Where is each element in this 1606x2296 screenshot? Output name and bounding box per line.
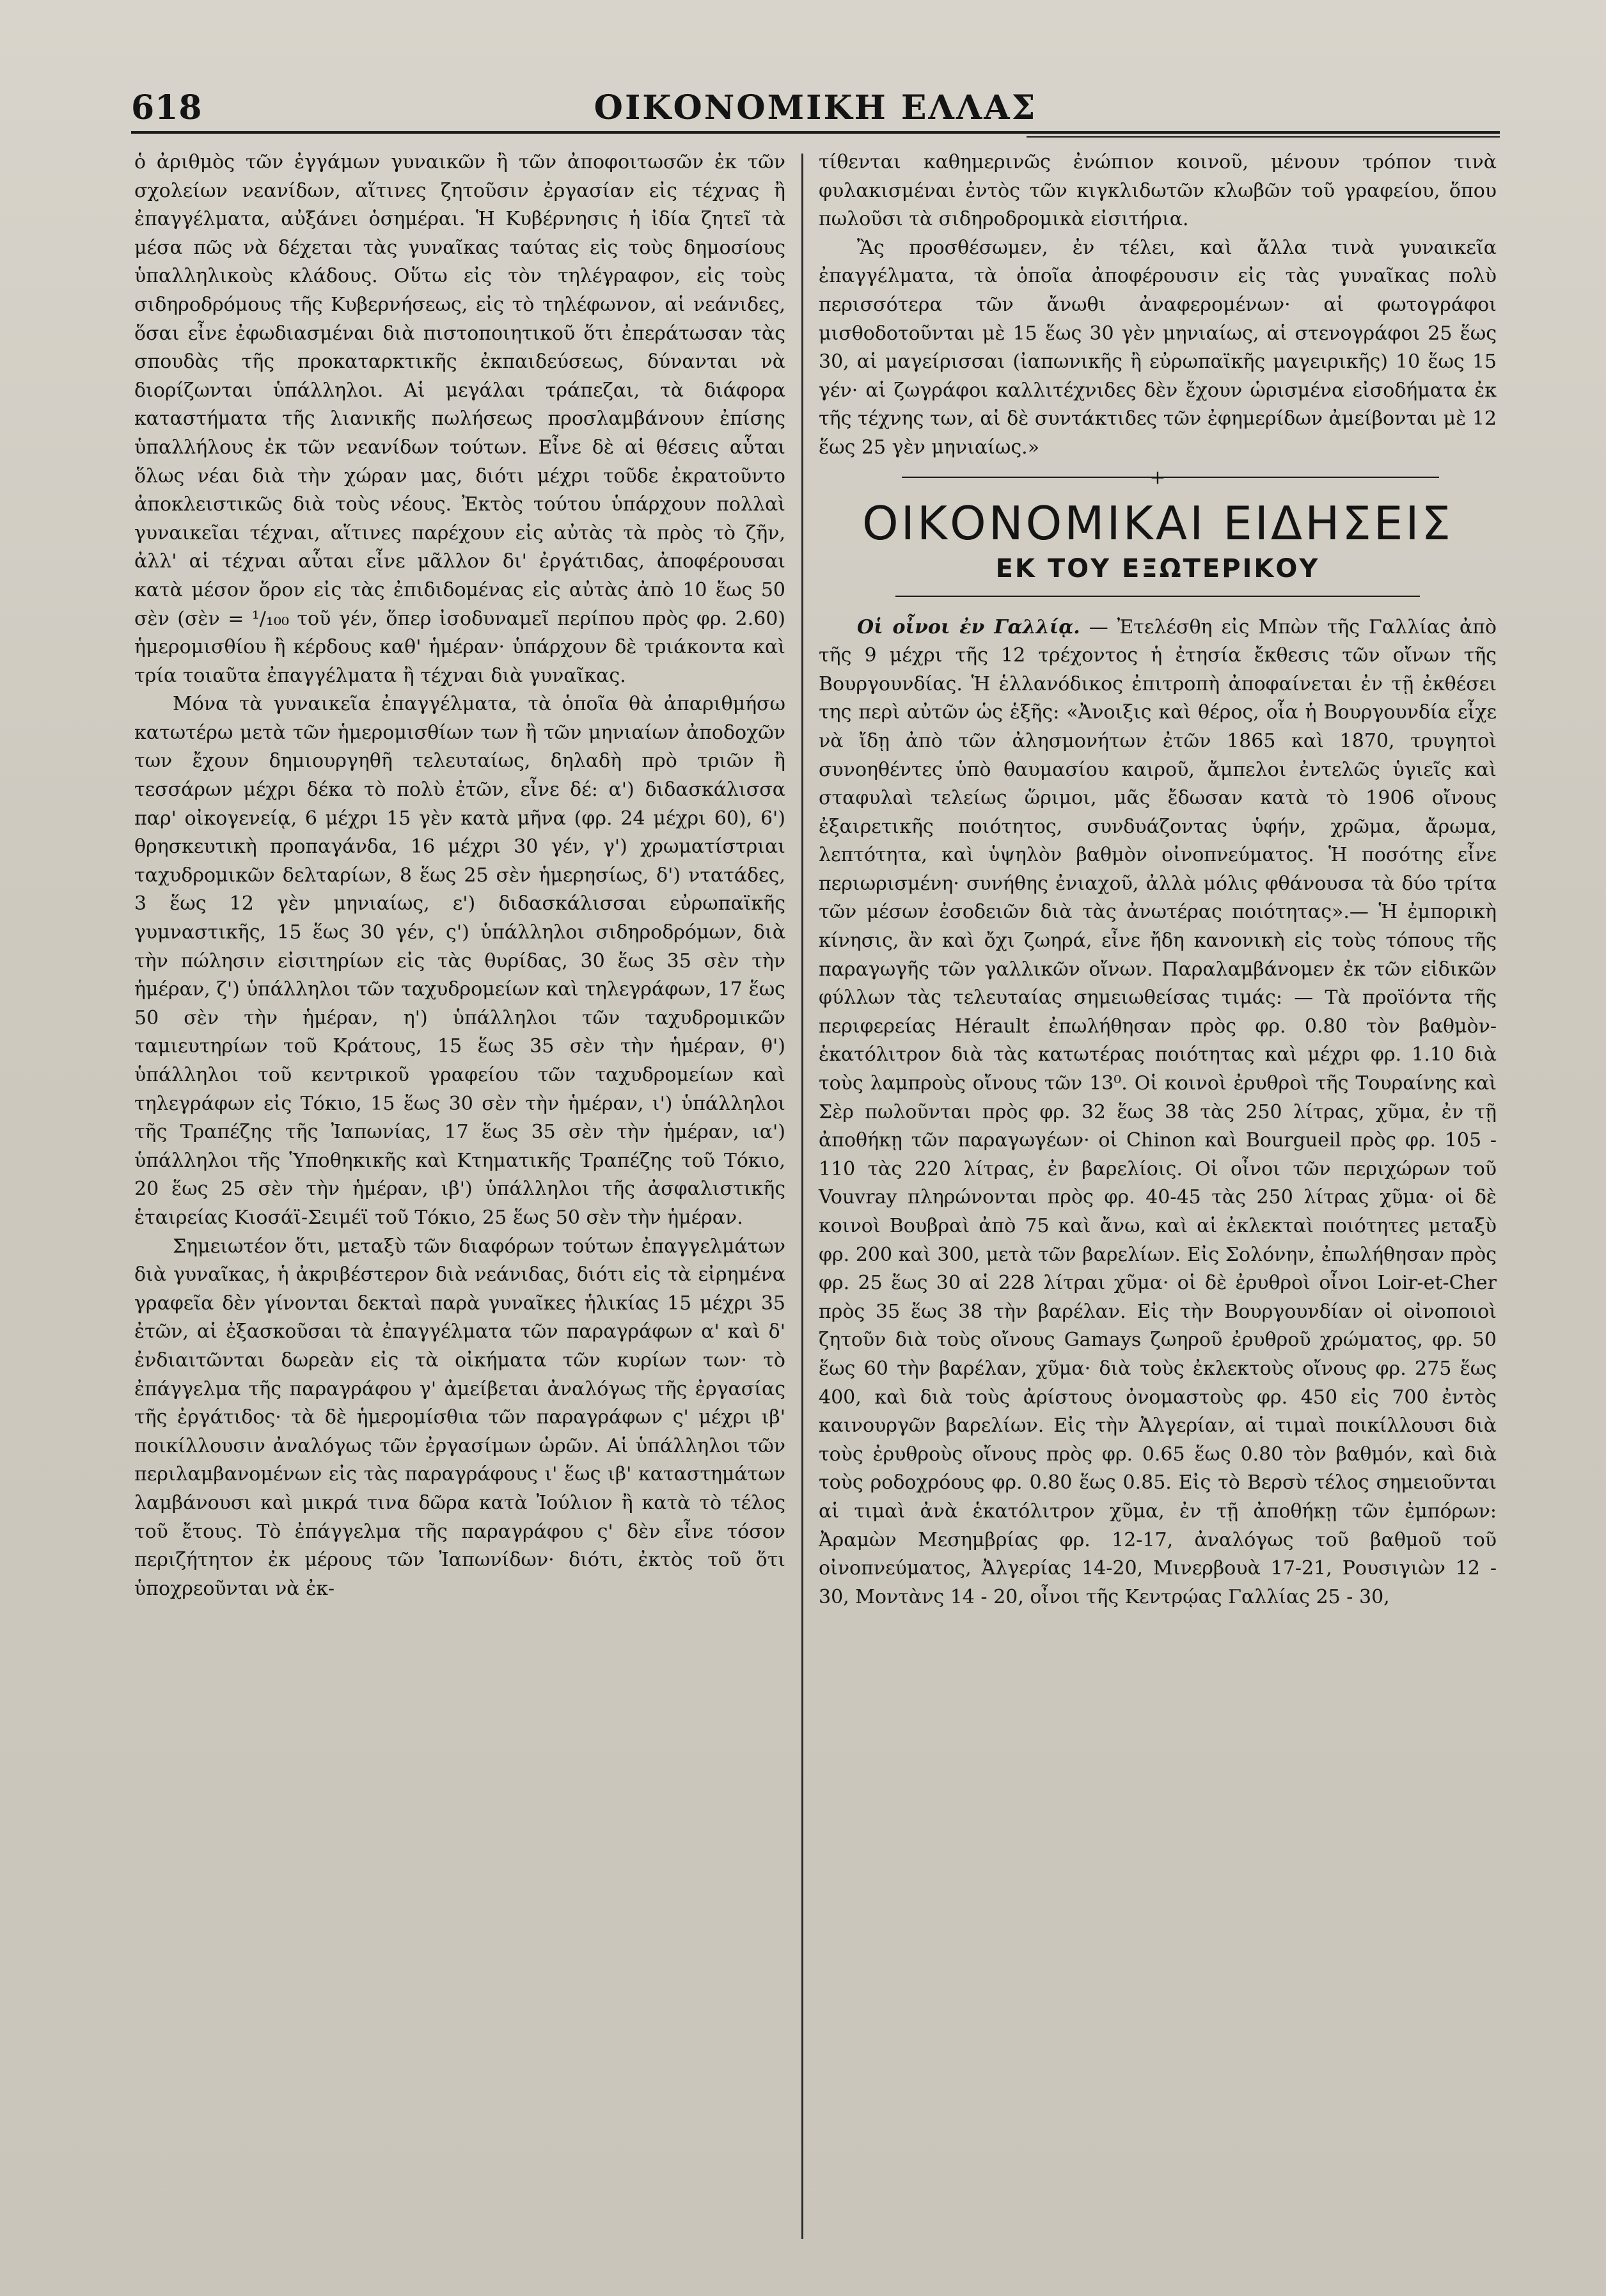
article-text: — Ἐτελέσθη εἰς Μπὼν τῆς Γαλλίας ἀπὸ τῆς 9 μέχρι τῆς 12 τρέχοντος ἡ ἐτησία ἔκθεσις τῶν οἴνων τῆς Βουργουνδίας. Ἡ ἑλλανόδικος ἐπιτροπὴ ἀποφαίνεται ἐν τῇ ἐκθέσει της περὶ αὐτῶν ὡς ἑξῆς: «Ἀνοιξις καὶ θέρος, οἷα ἡ Βουργουνδία εἶχε νὰ ἴδῃ ἀπὸ τῶν ἀλησμονήτων ἐτῶν 1865 καὶ 1870, τρυγητοὶ συνοηθέντες ὑπὸ θαυμασίου καιροῦ, ἄμπελοι ἐντελῶς ὑγιεῖς καὶ σταφυλαὶ τελείως ὥριμοι, μᾶς ἔδωσαν κατὰ τὸ 1906 οἴνους ἐξαιρετικῆς ποιότητος, συνδυάζοντας ὑφήν, χρῶμα, ἄρωμα, λεπτότητα, καὶ ὑψηλὸν βαθμὸν οἰνοπνεύματος. Ἡ ποσότης εἶνε περιωρισμένη· συνήθης ἐνιαχοῦ, ἀλλὰ μόλις φθάνουσα τὰ δύο τρίτα τῶν μέσων ἐσοδειῶν διὰ τὰς ἀνωτέρας ποιότητας».— Ἡ ἐμπορικὴ κίνησις, ἂν καὶ ὄχι ζωηρά, εἶνε ἤδη κανονικὴ εἰς τοὺς τόπους τῆς παραγωγῆς τῶν γαλλικῶν οἴνων. Παραλαμβάνομεν ἐκ τῶν εἰδικῶν φύλλων τὰς τελευταίας σημειωθείσας τιμάς: — Τὰ προϊόντα τῆς περιφερείας Hérault ἐπωλήθησαν πρὸς φρ. 0.80 τὸν βαθμὸν-ἑκατόλιτρον διὰ τὰς κατωτέρας ποιότητας καὶ μέχρι φρ. 1.10 διὰ τοὺς λαμπροὺς οἴνους τῶν 13⁰. Οἱ κοινοὶ ἐρυθροὶ τῆς Τουραίνης καὶ Σὲρ πωλοῦνται πρὸς φρ. 32 ἕως 38 τὰς 250 λίτρας, χῦμα, ἐν τῇ ἀποθήκῃ τῶν παραγωγέων· οἱ Chinon καὶ Bourgueil πρὸς φρ. 105 - 110 τὰς 220 λίτρας, ἐν βαρελίοις. Οἱ οἶνοι τῶν περιχώρων τοῦ Vouvray πληρώνονται πρὸς φρ. 40-45 τὰς 250 λίτρας χῦμα· οἱ δὲ κοινοὶ Βουβραὶ ἀπὸ 75 καὶ ἄνω, καὶ αἱ ἐκλεκταὶ ποιότητες μεταξὺ φρ. 200 καὶ 300, μετὰ τῶν βαρελίων. Εἰς Σολόνην, ἐπωλήθησαν πρὸς φρ. 25 ἕως 30 αἱ 228 λίτραι χῦμα· οἱ δὲ ἐρυθροὶ οἶνοι Loir-et-Cher πρὸς 35 ἕως 38 τὴν βαρέλαν. Εἰς τὴν Βουργουνδίαν οἱ οἰνοποιοὶ ζητοῦν διὰ τοὺς οἴνους Gamays ζωηροῦ ἐρυθροῦ χρώματος, φρ. 50 ἕως 60 τὴν βαρέλαν, χῦμα· διὰ τοὺς ἐκλεκτοὺς οἴνους φρ. 275 ἕως 400, καὶ διὰ τοὺς ἀρίστους ὀνομαστοὺς φρ. 450 εἰς 700 ἐντὸς καινουργῶν βαρελίων. Εἰς τὴν Ἀλγερίαν, αἱ τιμαὶ ποικίλλουσι διὰ τοὺς ἐρυθροὺς οἴνους πρὸς φρ. 0.65 ἕως 0.80 τὸν βαθμόν, καὶ διὰ τοὺς ροδοχρόους φρ. 0.80 ἕως 0.85. Εἰς τὸ Βερσὺ τέλος σημειοῦνται αἱ τιμαὶ ἀνὰ ἑκατόλιτρον χῦμα, ἐν τῇ ἀποθήκῃ τῶν ἐμπόρων: Ἀραμὼν Μεσημβρίας φρ. 12-17, ἀναλόγως τοῦ βαθμοῦ τοῦ οἰνοπνεύματος, Ἀλγερίας 14-20, Μινερβουὰ 17-21, Ρουσιγιὼν 12 - 30, Μοντὰνς 14 - 20, οἶνοι τῆς Κεντρῴας Γαλλίας 25 - 30, bbox=[819, 615, 1497, 1608]
right-paragraph-2: Ἂς προσθέσωμεν, ἐν τέλει, καὶ ἄλλα τινὰ γυναικεῖα ἐπαγγέλματα, τὰ ὁποῖα ἀποφέρουσιν εἰς τὰς γυναῖκας πολὺ περισσότερα τῶν ἄνωθι ἀναφερομένων· αἱ φωτογράφοι μισθοδοτοῦνται μὲ 15 ἕως 30 γὲν μηνιαίως, αἱ στενογράφοι 25 ἕως 30, αἱ μαγείρισσαι (ἰαπωνικῆς ἢ εὐρωπαϊκῆς μαγειρικῆς) 10 ἕως 15 γέν· αἱ ζωγράφοι καλλιτέχνιδες δὲν ἔχουν ὡρισμένα εἰσοδήματα ἐκ τῆς τέχνης των, αἱ δὲ συντάκτιδες τῶν ἐφημερίδων ἀμείβονται μὲ 12 ἕως 25 γὲν μηνιαίως.» bbox=[819, 236, 1497, 459]
header-rule-secondary bbox=[1027, 136, 1500, 138]
running-title: ΟΙΚΟΝΟΜΙΚΗ ΕΛΛΑΣ bbox=[594, 88, 1037, 127]
wine-article bbox=[819, 614, 1497, 1612]
left-paragraph-1: ὁ ἀριθμὸς τῶν ἐγγάμων γυναικῶν ἢ τῶν ἀποφοιτωσῶν ἐκ τῶν σχολείων νεανίδων, αἵτινες ζητοῦσιν ἐργασίαν εἰς τέχνας ἢ ἐπαγγέλματα, αὐξάνει ὁσημέραι. Ἡ Κυβέρνησις ἡ ἰδία ζητεῖ τὰ μέσα πῶς νὰ δέχεται τὰς γυναῖκας ταύτας εἰς τοὺς δημοσίους ὑπαλληλικοὺς κλάδους. Οὕτω εἰς τὸν τηλέγραφον, εἰς τοὺς σιδηροδρόμους τῆς Κυβερνήσεως, εἰς τὸ τηλέφωνον, αἱ νεάνιδες, ὅσαι εἶνε ἐφωδιασμέναι διὰ πιστοποιητικοῦ ὅτι ἐπεράτωσαν τὰς σπουδὰς τῆς προκαταρκτικῆς ἐκπαιδεύσεως, δύνανται νὰ διορίζωνται ὑπάλληλοι. Αἱ μεγάλαι τράπεζαι, τὰ διάφορα καταστήματα τῆς λιανικῆς πωλήσεως προσλαμβάνουν ἐπίσης ὑπαλλήλους ἐκ τῶν νεανίδων τούτων. Εἶνε δὲ αἱ θέσεις αὗται ὅλως νέαι διὰ τὴν χώραν μας, διότι μέχρι τοῦδε ἐκρατοῦντο ἀποκλειστικῶς διὰ τοὺς νέους. Ἐκτὸς τούτου ὑπάρχουν πολλαὶ γυναικεῖαι τέχναι, αἵτινες παρέχουν εἰς αὐτὰς τὰ πρὸς τὸ ζῆν, ἀλλ' αἱ τέχναι αὗται εἶνε μᾶλλον δι' ἐργάτιδας, ἀποφέρουσαι κατὰ μέσον ὅρον εἰς τὰς ἐπιδιδομένας εἰς αὐτὰς ἀπὸ 10 ἕως 50 σὲν (σὲν = ¹/₁₀₀ τοῦ γέν, ὅπερ ἰσοδυναμεῖ περίπου πρὸς φρ. 2.60) ἡμερομισθίου ἢ κέρδους καθ' ἡμέραν· ὑπάρχουν δὲ τριάκοντα καὶ τρία τοιαῦτα ἐπαγγέλματα ἢ τέχναι διὰ γυναῖκας. bbox=[134, 151, 785, 687]
section-subtitle: ΕΚ ΤΟΥ ΕΞΩΤΕΡΙΚΟΥ bbox=[995, 553, 1320, 583]
left-paragraph-3: Σημειωτέον ὅτι, μεταξὺ τῶν διαφόρων τούτων ἐπαγγελμάτων διὰ γυναῖκας, ἡ ἀκριβέστερον διὰ νεάνιδας, διότι εἰς τὰ εἰρημένα γραφεῖα δὲν γίνονται δεκταὶ παρὰ γυναῖκες ἡλικίας 15 μέχρι 35 ἐτῶν, αἱ ἐξασκοῦσαι τὰ ἐπαγγέλματα τῶν παραγράφων α' καὶ δ' ἐνδιαιτῶνται δωρεὰν εἰς τὰ οἰκήματα τῶν κυρίων των· τὸ ἐπάγγελμα τῆς παραγράφου γ' ἀμείβεται ἀναλόγως τῆς ἐργασίας τῆς ἐργάτιδος· τὰ δὲ ἡμερομίσθια τῶν παραγράφων ς' μέχρι ιβ' ποικίλλουσιν ἀναλόγως τῶν ἐργασίμων ὡρῶν. Αἱ ὑπάλληλοι τῶν περιλαμβανομένων εἰς τὰς παραγράφους ι' ἕως ιβ' καταστημάτων λαμβάνουσι καὶ μικρά τινα δῶρα κατὰ Ἰούλιον ἢ κατὰ τὸ τέλος τοῦ ἔτους. Τὸ ἐπάγγελμα τῆς παραγράφου ς' δὲν εἶνε τόσον περιζήτητον ἐκ μέρους τῶν Ἰαπωνίδων· διότι, ἐκτὸς τοῦ ὅτι ὑποχρεοῦνται νὰ ἐκ- bbox=[134, 1235, 785, 1600]
column-divider bbox=[801, 154, 803, 2239]
right-paragraph-1: τίθενται καθημερινῶς ἐνώπιον κοινοῦ, μένουν τρόπον τινὰ φυλακισμέναι ἐντὸς τῶν κιγκλιδωτῶν κλωβῶν τοῦ γραφείου, ὅπου πωλοῦσι τὰ σιδηροδρομικὰ εἰσιτήρια. bbox=[819, 151, 1497, 231]
running-header bbox=[131, 75, 1500, 146]
subtitle-rule bbox=[895, 596, 1420, 597]
right-column bbox=[819, 148, 1497, 1611]
left-paragraph-2: Μόνα τὰ γυναικεῖα ἐπαγγέλματα, τὰ ὁποῖα θὰ ἀπαριθμήσω κατωτέρω μετὰ τῶν ἡμερομισθίων των ἢ τῶν μηνιαίων ἀποδοχῶν των ἔχουν δημιουργηθῆ τελευταίως, δηλαδὴ πρὸ τριῶν ἢ τεσσάρων μέχρι δέκα τὸ πολὺ ἐτῶν, εἶνε δέ: α') διδασκάλισσα παρ' οἰκογενείᾳ, 6 μέχρι 15 γὲν κατὰ μῆνα (φρ. 24 μέχρι 60), 6') θρησκευτικὴ προπαγάνδα, 16 μέχρι 30 γέν, γ') χρωματίστριαι ταχυδρομικῶν δελταρίων, 8 ἕως 25 σὲν ἡμερησίως, δ') ντατάδες, 3 ἕως 12 γὲν μηνιαίως, ε') διδασκάλισσαι εὐρωπαϊκῆς γυμναστικῆς, 15 ἕως 30 γέν, ς') ὑπάλληλοι σιδηροδρόμων, διὰ τὴν πώλησιν εἰσιτηρίων εἰς τὰς θυρίδας, 30 ἕως 35 σὲν τὴν ἡμέραν, ζ') ὑπάλληλοι τῶν ταχυδρομείων καὶ τηλεγράφων, 17 ἕως 50 σὲν τὴν ἡμέραν, η') ὑπάλληλοι τῶν ταχυδρομικῶν ταμιευτηρίων τοῦ Κράτους, 15 ἕως 35 σὲν τὴν ἡμέραν, θ') ὑπάλληλοι τοῦ κεντρικοῦ γραφείου τῶν ταχυδρομείων καὶ τηλεγράφων εἰς Τόκιο, 15 ἕως 30 σὲν τὴν ἡμέραν, ι') ὑπάλληλοι τῆς Τραπέζης τῆς Ἰαπωνίας, 17 ἕως 35 σὲν τὴν ἡμέραν, ια') ὑπάλληλοι τῆς Ὑποθηκικῆς καὶ Κτηματικῆς Τραπέζης τοῦ Τόκιο, 20 ἕως 25 σὲν τὴν ἡμέραν, ιβ') ὑπάλληλοι τῆς ἀσφαλιστικῆς ἑταιρείας Κιοσάϊ-Σειμέϊ τοῦ Τόκιο, 25 ἕως 50 σὲν τὴν ἡμέραν. bbox=[134, 693, 785, 1229]
separator-ornament: + bbox=[1149, 466, 1166, 489]
article-lead: Οἱ οἶνοι ἐν Γαλλίᾳ. bbox=[857, 615, 1080, 638]
left-column bbox=[134, 148, 785, 1603]
separator-line bbox=[902, 477, 1439, 478]
section-title: ΟΙΚΟΝΟΜΙΚΑΙ ΕΙΔΗΣΕΙΣ bbox=[862, 496, 1454, 550]
header-rule bbox=[131, 131, 1500, 134]
section-separator bbox=[819, 468, 1497, 487]
page-number: 618 bbox=[131, 88, 203, 127]
